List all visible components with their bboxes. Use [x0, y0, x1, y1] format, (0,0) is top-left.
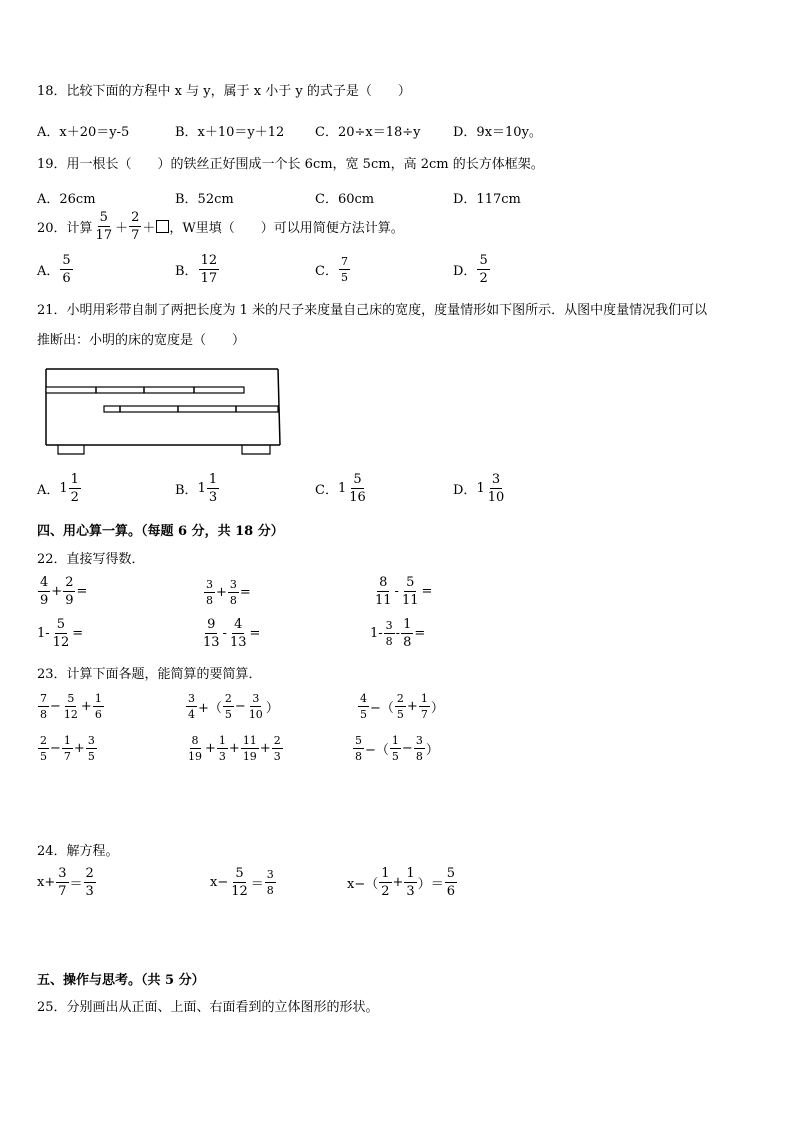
fraction: $\frac{3}{10}$: [248, 692, 263, 721]
fraction: $\frac{5}{8}$: [355, 734, 362, 763]
q19-option-b: B．52cm: [175, 192, 234, 207]
fraction: $\frac{5}{2}$: [479, 253, 488, 286]
q22-item-2: $\frac{3}{8}$ + $\frac{3}{8}$ =: [206, 578, 251, 607]
fraction: $\frac{3}{4}$: [188, 692, 195, 721]
q21-option-d: D． 1 $\frac{3}{10}$: [453, 472, 505, 505]
q20-rest: ，W里填（ ）可以用简便方法计算。: [169, 221, 404, 236]
fraction: $\frac{11}{19}$: [242, 734, 257, 763]
plus-sign: ＋: [142, 221, 156, 236]
q21-stem-line1: 21．小明用彩带自制了两把长度为 1 米的尺子来度量自己床的宽度，度量情形如下图所示．从图中度量情况我们可以: [37, 303, 708, 318]
bed-leg-left: [58, 445, 84, 454]
fraction: $\frac{1}{3}$: [406, 866, 415, 899]
plus-sign: ＋: [115, 221, 129, 236]
fraction: $\frac{1}{6}$: [94, 692, 102, 721]
fraction: $\frac{9}{13}$: [203, 617, 220, 650]
fraction: $\frac{5}{11}$: [401, 575, 419, 608]
q19-option-c: C．60cm: [315, 192, 375, 207]
q23-item-5: $\frac{8}{19}$ + $\frac{1}{3}$ + $\frac{11}{19}$ + $\frac{2}{3}$: [188, 734, 281, 763]
fraction: $\frac{3}{5}$: [87, 734, 95, 763]
fraction: $\frac{5}{6}$: [62, 253, 71, 286]
q20-option-d: D． $\frac{5}{2}$: [453, 253, 488, 286]
fraction: $\frac{5}{16}$: [349, 472, 366, 505]
fraction: $\frac{7}{5}$: [340, 255, 348, 284]
fraction: $\frac{1}{8}$: [403, 617, 412, 650]
q22-item-3: $\frac{8}{11}$ - $\frac{5}{11}$ =: [375, 575, 433, 608]
fraction: $\frac{5}{12}$: [52, 617, 70, 650]
blank-box-icon: [156, 220, 169, 233]
q24-equation-2: x− $\frac{5}{12}$ ＝ $\frac{3}{8}$: [210, 866, 274, 899]
fraction: $\frac{1}{3}$: [218, 734, 226, 763]
q18-stem: 18．比较下面的方程中 x 与 y，属于 x 小于 y 的式子是（ ）: [37, 84, 411, 99]
q22-item-4: 1- $\frac{5}{12}$ =: [37, 617, 84, 650]
ruler-top: [46, 387, 244, 393]
fraction: $\frac{1}{2}$: [70, 472, 79, 505]
q19-option-a: A．26cm: [37, 192, 96, 207]
q19-option-d: D．117cm: [453, 192, 521, 207]
fraction: $\frac{8}{11}$: [375, 575, 392, 608]
fraction: $\frac{2}{9}$: [65, 575, 74, 608]
q23-stem: 23．计算下面各题，能简算的要简算．: [37, 667, 262, 682]
q23-item-2: $\frac{3}{4}$ +（ $\frac{2}{5}$ − $\frac{3}{10}$ ）: [188, 692, 279, 721]
q21-option-a: A． 1 $\frac{1}{2}$: [37, 472, 79, 505]
q23-item-6: $\frac{5}{8}$ −（ $\frac{1}{5}$ − $\frac{3}{8}$ ）: [355, 734, 439, 763]
fraction: $\frac{1}{2}$: [381, 866, 390, 899]
fraction: $\frac{3}{8}$: [229, 578, 237, 607]
fraction: $\frac{1}{7}$: [420, 692, 428, 721]
q20-option-a: A． $\frac{5}{6}$: [37, 253, 71, 286]
fraction: $\frac{5}{12}$: [231, 866, 248, 899]
q22-stem: 22．直接写得数．: [37, 552, 145, 567]
fraction: $\frac{5}{12}$: [63, 692, 78, 721]
q24-stem: 24．解方程。: [37, 844, 119, 859]
fraction: $\frac{3}{7}$: [58, 866, 67, 899]
q20-label: 20．计算: [37, 221, 93, 236]
bed-measurement-figure: [44, 365, 284, 459]
q21-option-b: B． 1 $\frac{1}{3}$: [175, 472, 218, 505]
q21-stem-line2: 推断出：小明的床的宽度是（ ）: [37, 333, 246, 348]
fraction: $\frac{12}{17}$: [200, 253, 218, 286]
q23-item-4: $\frac{2}{5}$ − $\frac{1}{7}$ + $\frac{3}{5}$: [40, 734, 95, 763]
fraction: $\frac{2}{5}$: [224, 692, 232, 721]
fraction: $\frac{2}{5}$: [40, 734, 47, 763]
fraction: $\frac{3}{8}$: [385, 619, 393, 648]
q22-item-5: $\frac{9}{13}$ - $\frac{4}{13}$ =: [203, 617, 261, 650]
section-4-heading: 四、用心算一算。（每题 6 分，共 18 分）: [37, 524, 284, 539]
fraction: $\frac{7}{8}$: [40, 692, 47, 721]
q24-equation-3: x−（ $\frac{1}{2}$ + $\frac{1}{3}$ ）＝ $\frac{5}{6}$: [347, 866, 455, 899]
fraction: $\frac{4}{9}$: [40, 575, 49, 608]
q24-equation-1: x+ $\frac{3}{7}$ ＝ $\frac{2}{3}$: [37, 866, 94, 899]
fraction: $\frac{4}{5}$: [360, 692, 367, 721]
fraction: $\frac{5}{17}$: [95, 210, 113, 243]
fraction: $\frac{4}{13}$: [229, 617, 247, 650]
q25-stem: 25．分别画出从正面、上面、右面看到的立体图形的形状。: [37, 1000, 379, 1015]
q18-option-c: C．20÷x＝18÷y: [315, 125, 421, 140]
fraction: $\frac{2}{3}$: [273, 734, 281, 763]
fraction: $\frac{2}{7}$: [131, 210, 140, 243]
q19-stem: 19．用一根长（ ）的铁丝正好围成一个长 6cm，宽 5cm，高 2cm 的长方体框架。: [37, 157, 544, 172]
q21-option-c: C． 1 $\frac{5}{16}$: [315, 472, 366, 505]
fraction: $\frac{3}{8}$: [266, 868, 274, 897]
q22-item-6: 1- $\frac{3}{8}$ - $\frac{1}{8}$ =: [370, 617, 426, 650]
fraction: $\frac{1}{3}$: [208, 472, 218, 505]
section-5-heading: 五、操作与思考。（共 5 分）: [37, 973, 205, 988]
q23-item-3: $\frac{4}{5}$ −（ $\frac{2}{5}$ + $\frac{1}{7}$ ）: [360, 692, 444, 721]
fraction: $\frac{1}{7}$: [63, 734, 71, 763]
fraction: $\frac{3}{10}$: [487, 472, 505, 505]
q20-option-c: C． $\frac{7}{5}$: [315, 255, 348, 284]
fraction: $\frac{3}{8}$: [415, 734, 423, 763]
q20-option-b: B． $\frac{12}{17}$: [175, 253, 218, 286]
q20-stem: [37, 211, 404, 242]
fraction: $\frac{3}{8}$: [206, 578, 213, 607]
fraction: $\frac{1}{5}$: [391, 734, 399, 763]
q18-option-d: D．9x＝10y。: [453, 125, 542, 140]
q23-item-1: $\frac{7}{8}$ − $\frac{5}{12}$ + $\frac{1}{6}$: [40, 692, 102, 721]
ruler-bottom: [104, 406, 278, 412]
fraction: $\frac{2}{3}$: [85, 866, 94, 899]
fraction: $\frac{8}{19}$: [188, 734, 202, 763]
q18-option-a: A．x＋20＝y-5: [37, 125, 130, 140]
q22-item-1: $\frac{4}{9}$ + $\frac{2}{9}$ =: [40, 575, 88, 608]
bed-leg-right: [242, 445, 270, 454]
fraction: $\frac{2}{5}$: [396, 692, 404, 721]
fraction: $\frac{5}{6}$: [446, 866, 455, 899]
q18-option-b: B．x＋10＝y＋12: [175, 125, 285, 140]
